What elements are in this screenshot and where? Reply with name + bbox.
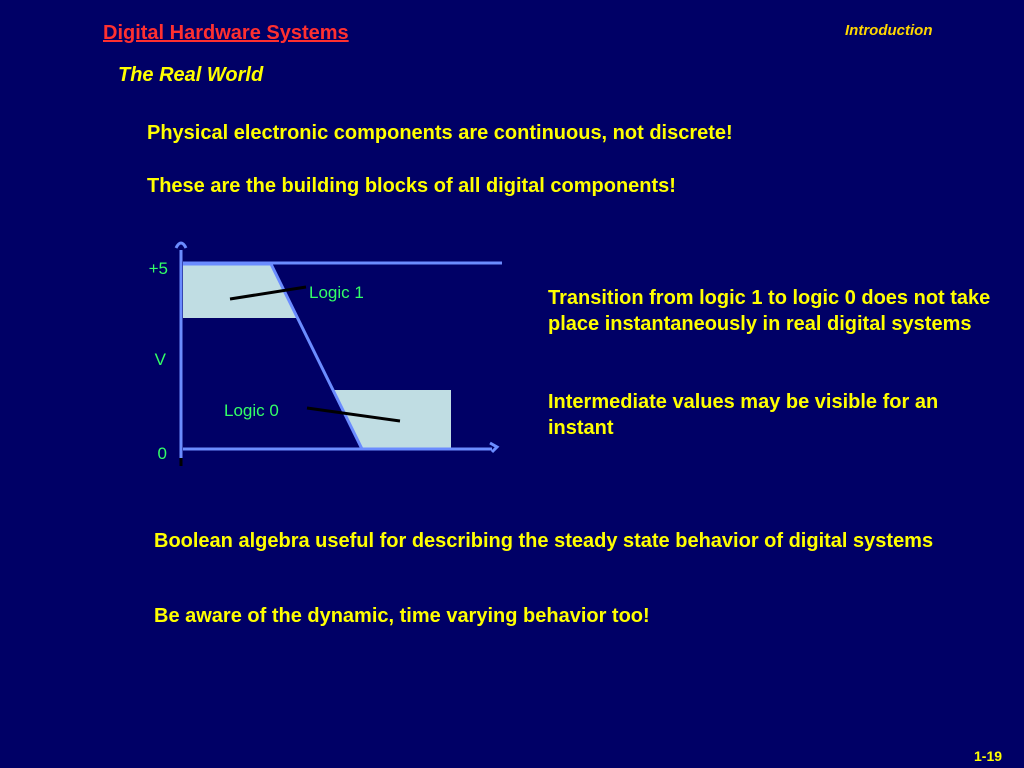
statement-continuous: Physical electronic components are continuous, not discrete! (147, 122, 733, 144)
slide-subtitle: The Real World (118, 64, 264, 86)
transition-description: Transition from logic 1 to logic 0 does not take place instantaneously in real digital systems (548, 287, 991, 335)
statement-building-blocks: These are the building blocks of all digital components! (147, 175, 676, 197)
y-top-label: +5 (148, 259, 168, 278)
intermediate-description: Intermediate values may be visible for an instant (548, 391, 939, 439)
y-axis-label: V (154, 350, 166, 369)
dynamic-behavior-point: Be aware of the dynamic, time varying behavior too! (154, 605, 650, 627)
boolean-algebra-point: Boolean algebra useful for describing the steady state behavior of digital systems (154, 530, 934, 552)
y-axis-arrow-icon (176, 243, 186, 248)
slide-title: Digital Hardware Systems (103, 22, 349, 44)
logic-0-label: Logic 0 (224, 401, 279, 420)
logic-1-label: Logic 1 (309, 283, 364, 302)
section-label: Introduction (845, 22, 933, 39)
y-zero-label: 0 (157, 444, 167, 463)
page-number: 1-19 (974, 748, 1003, 764)
